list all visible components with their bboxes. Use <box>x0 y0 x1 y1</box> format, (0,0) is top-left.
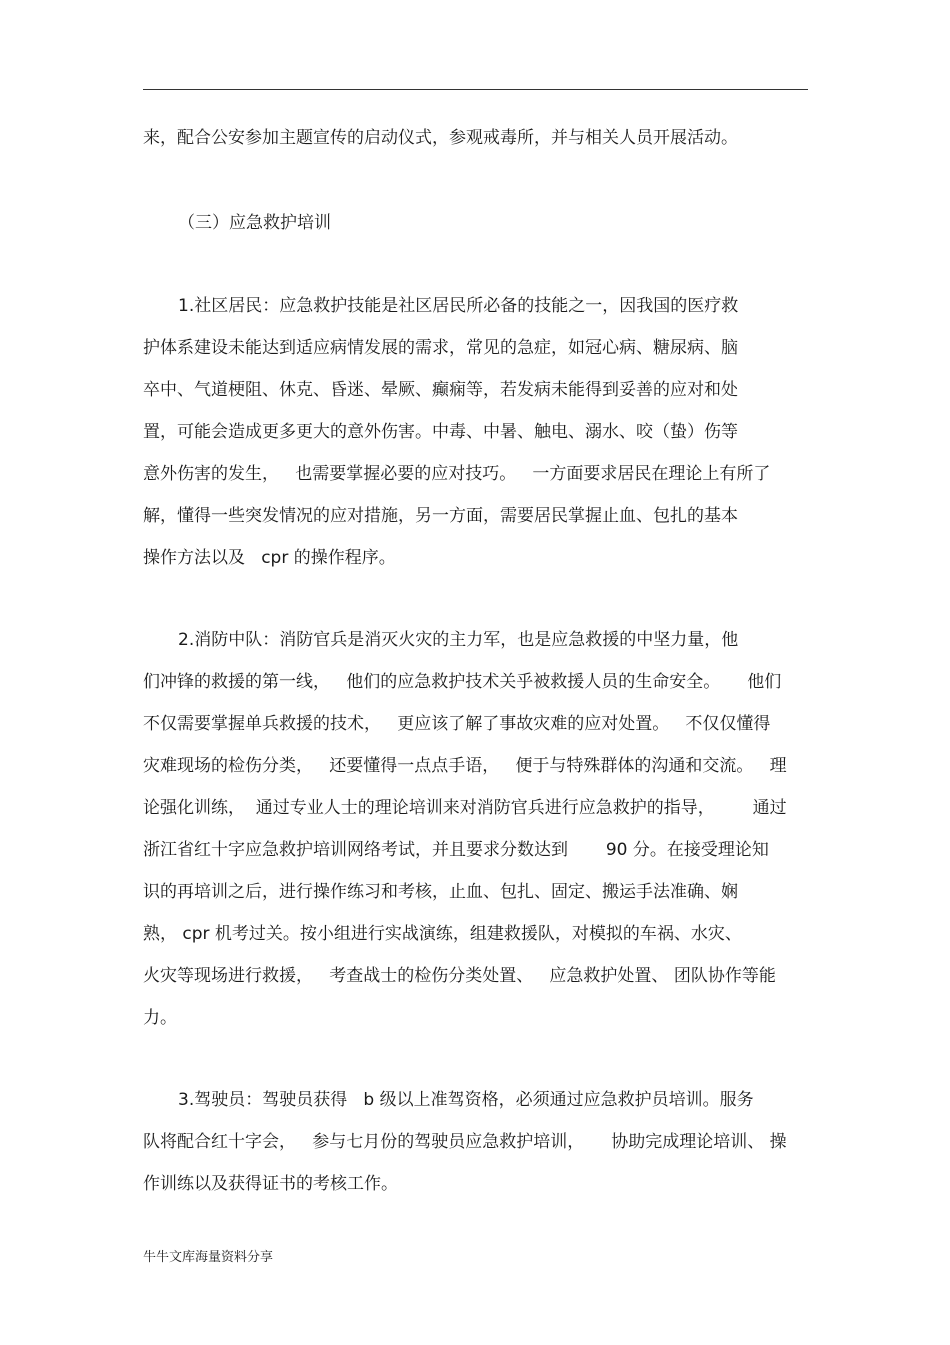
paragraph1-line: 护体系建设未能达到适应病情发展的需求，常见的急症，如冠心病、糖尿病、脑 <box>143 338 738 358</box>
paragraph1-line: 操作方法以及 cpr 的操作程序。 <box>143 548 396 568</box>
paragraph1-line: 置，可能会造成更多更大的意外伤害。中毒、中暑、触电、溺水、咬（蛰）伤等 <box>143 422 738 442</box>
header-rule <box>143 89 808 90</box>
paragraph1-line: 1.社区居民：应急救护技能是社区居民所必备的技能之一，因我国的医疗救 <box>178 296 739 316</box>
paragraph2-line: 熟， cpr 机考过关。按小组进行实战演练，组建救援队，对模拟的车祸、水灾、 <box>143 924 742 944</box>
paragraph1-line: 解，懂得一些突发情况的应对措施，另一方面，需要居民掌握止血、包扎的基本 <box>143 506 738 526</box>
paragraph2-line: 2.消防中队：消防官兵是消灭火灾的主力军，也是应急救援的中坚力量，他 <box>178 630 739 650</box>
footer-text: 牛牛文库海量资料分享 <box>143 1250 274 1265</box>
paragraph2-line: 灾难现场的检伤分类， 还要懂得一点点手语， 便于与特殊群体的沟通和交流。 理 <box>143 756 787 776</box>
paragraph2-line: 不仅需要掌握单兵救援的技术， 更应该了解了事故灾难的应对处置。 不仅仅懂得 <box>143 714 771 734</box>
paragraph2-line: 论强化训练， 通过专业人士的理论培训来对消防官兵进行应急救护的指导， 通过 <box>143 798 787 818</box>
paragraph3-line: 作训练以及获得证书的考核工作。 <box>143 1174 398 1194</box>
paragraph2-line: 火灾等现场进行救援， 考查战士的检伤分类处置、 应急救护处置、 团队协作等能 <box>143 966 776 986</box>
intro-line: 来，配合公安参加主题宣传的启动仪式，参观戒毒所，并与相关人员开展活动。 <box>143 128 738 148</box>
paragraph2-line: 力。 <box>143 1008 177 1028</box>
paragraph1-line: 卒中、气道梗阻、休克、昏迷、晕厥、癫痫等，若发病未能得到妥善的应对和处 <box>143 380 738 400</box>
paragraph2-line: 浙江省红十字应急救护培训网络考试，并且要求分数达到 90 分。在接受理论知 <box>143 840 769 860</box>
paragraph3-line: 队将配合红十字会， 参与七月份的驾驶员应急救护培训， 协助完成理论培训、 操 <box>143 1132 787 1152</box>
paragraph1-line: 意外伤害的发生， 也需要掌握必要的应对技巧。 一方面要求居民在理论上有所了 <box>143 464 771 484</box>
paragraph2-line: 们冲锋的救援的第一线， 他们的应急救护技术关乎被救援人员的生命安全。 他们 <box>143 672 782 692</box>
paragraph2-line: 识的再培训之后，进行操作练习和考核，止血、包扎、固定、搬运手法准确、娴 <box>143 882 738 902</box>
paragraph3-line: 3.驾驶员：驾驶员获得 b 级以上准驾资格，必须通过应急救护员培训。服务 <box>178 1090 754 1110</box>
section-heading: （三）应急救护培训 <box>178 213 331 233</box>
